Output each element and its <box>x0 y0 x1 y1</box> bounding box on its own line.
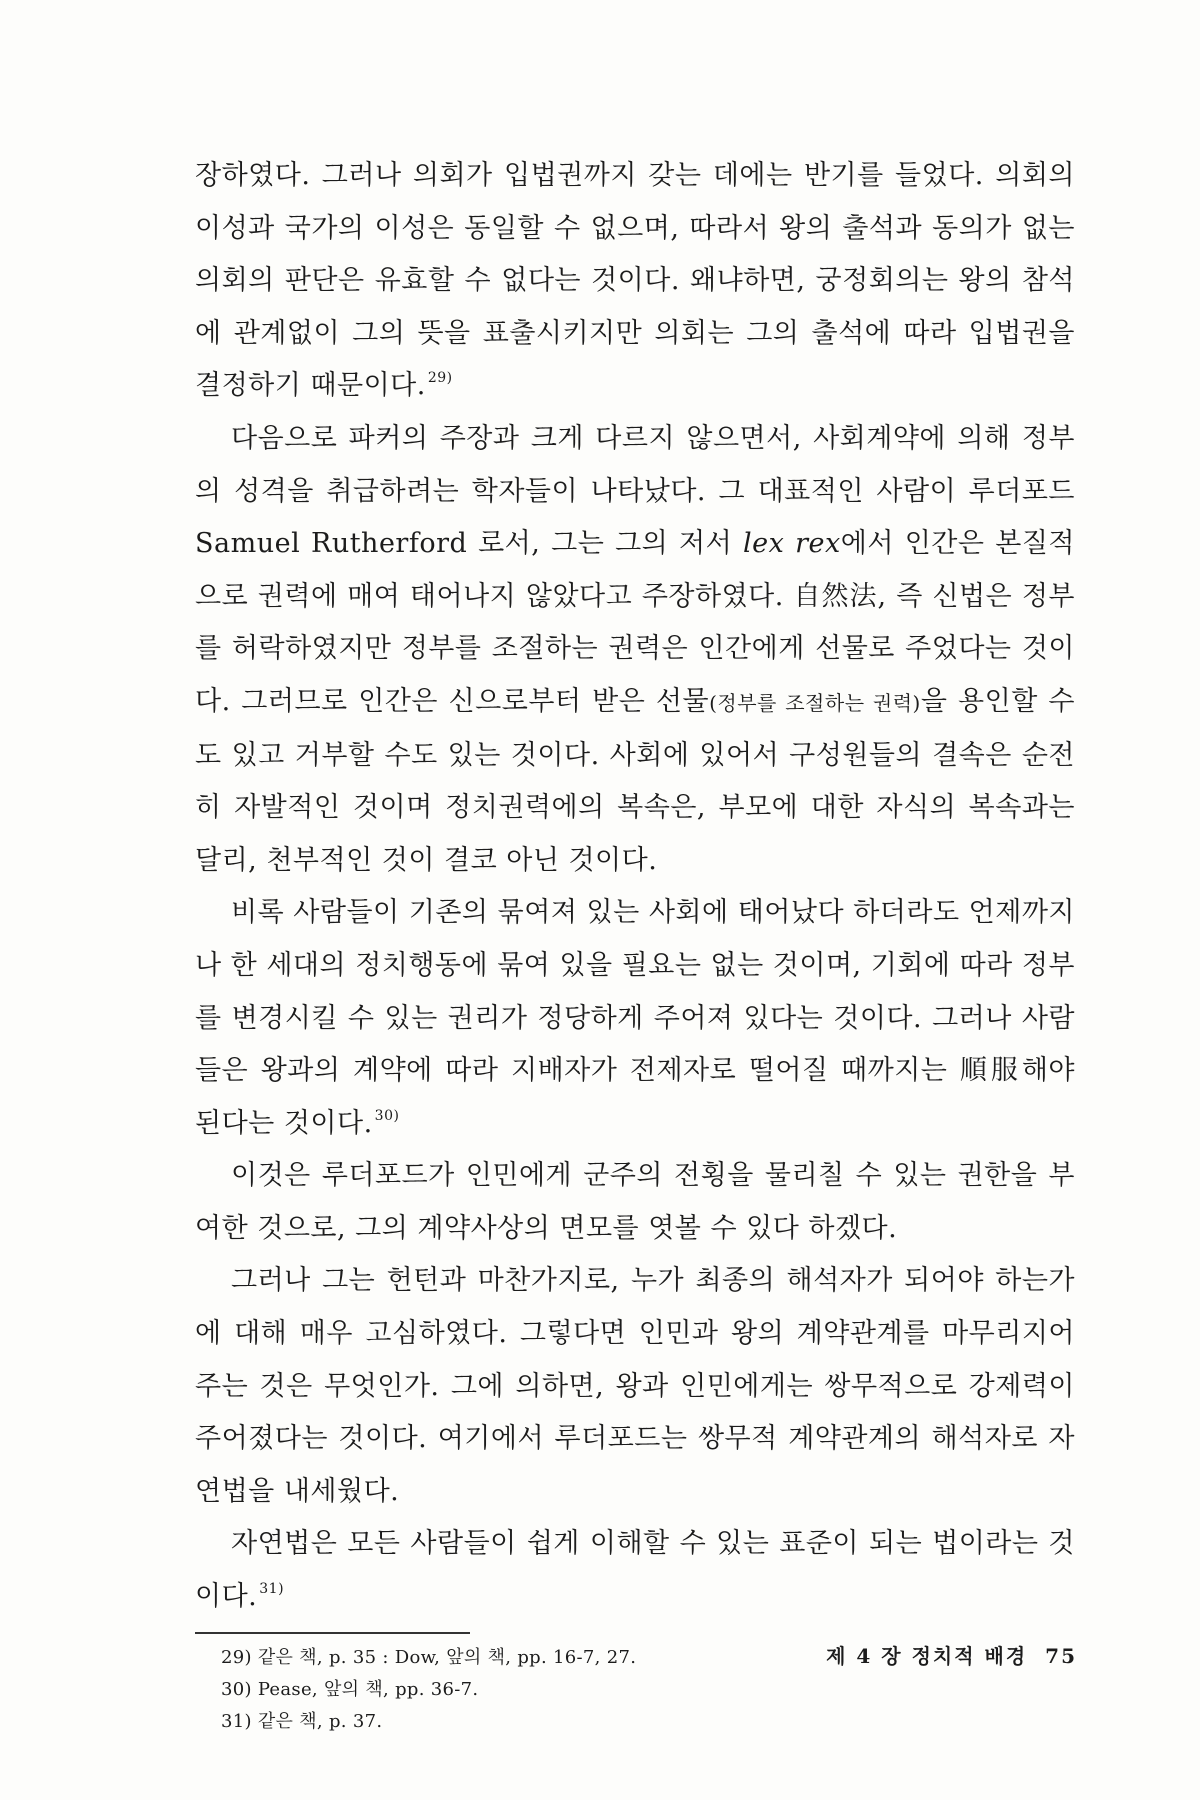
paragraph-4 <box>195 1150 1075 1255</box>
book-title-lex-rex: lex rex <box>743 528 841 560</box>
footnote-31 <box>195 1706 1075 1738</box>
paragraph-2-parenthetical: (정부를 조절하는 권력) <box>709 690 921 715</box>
page-body <box>195 150 1075 1738</box>
paragraph-2-text-c: 을 용인할 수도 있고 거부할 수도 있는 것이다. 사회에 있어서 구성원들의 결속은 순전히 자발적인 것이며 정치권력에의 복속은, 부모에 대한 자식의 복속과는 달리, 천부적인 것이 결코 아닌 것이다. <box>195 685 1076 876</box>
paragraph-2 <box>195 413 1075 887</box>
footnote-divider <box>195 1632 470 1634</box>
paragraph-3 <box>195 887 1075 1150</box>
note-ref-30[interactable]: 30) <box>374 1107 400 1124</box>
paragraph-2-text-b: 에서 인간은 본질적으로 권력에 매여 태어나지 않았다고 주장하였다. 自然法, 즉 신법은 정부를 허락하였지만 정부를 조절하는 권력은 인간에게 선물로 주었다는 것이다. 그러므로 인간은 신으로부터 받은 선물 <box>195 528 1075 717</box>
paragraph-5-text: 그러나 그는 헌턴과 마찬가지로, 누가 최종의 해석자가 되어야 하는가에 대해 매우 고심하였다. 그렇다면 인민과 왕의 계약관계를 마무리지어 주는 것은 무엇인가. 그에 의하면, 왕과 인민에게는 쌍무적으로 강제력이 주어졌다는 것이다. 여기에서 루더포드는 쌍무적 계약관계의 해석자로 자연법을 내세웠다. <box>195 1265 1075 1507</box>
paragraph-3-text: 비록 사람들이 기존의 묶여져 있는 사회에 태어났다 하더라도 언제까지나 한 세대의 정치행동에 묶여 있을 필요는 없는 것이며, 기회에 따라 정부를 변경시킬 수 있는 권리가 정당하게 주어져 있다는 것이다. 그러나 사람들은 왕과의 계약에 따라 지배자가 전제자로 떨어질 때까지는 順服해야 된다는 것이다. <box>195 897 1075 1139</box>
footnote-31-text: 같은 책, p. 37. <box>257 1710 383 1732</box>
paragraph-1 <box>195 150 1075 413</box>
footnote-29-text: 같은 책, p. 35 : Dow, 앞의 책, pp. 16-7, 27. <box>257 1646 637 1668</box>
running-footer <box>826 1640 1077 1669</box>
chapter-title: 제 4 장 정치적 배경 <box>826 1644 1028 1668</box>
note-ref-29[interactable]: 29) <box>427 370 453 387</box>
footnote-30 <box>195 1674 1075 1706</box>
footnote-30-number: 30) <box>221 1678 252 1700</box>
paragraph-5 <box>195 1255 1075 1518</box>
paragraph-2-text-a: 다음으로 파커의 주장과 크게 다르지 않으면서, 사회계약에 의해 정부의 성격을 취급하려는 학자들이 나타났다. 그 대표적인 사람이 루더포드 Samuel Rutherford 로서, 그는 그의 저서 <box>195 422 1075 560</box>
footnote-31-number: 31) <box>221 1710 252 1732</box>
paragraph-4-text: 이것은 루더포드가 인민에게 군주의 전횡을 물리칠 수 있는 권한을 부여한 것으로, 그의 계약사상의 면모를 엿볼 수 있다 하겠다. <box>195 1160 1075 1244</box>
footnote-29-number: 29) <box>221 1646 252 1668</box>
paragraph-1-text: 장하였다. 그러나 의회가 입법권까지 갖는 데에는 반기를 들었다. 의회의 이성과 국가의 이성은 동일할 수 없으며, 따라서 왕의 출석과 동의가 없는 의회의 판단은 유효할 수 없다는 것이다. 왜냐하면, 궁정회의는 왕의 참석에 관계없이 그의 뜻을 표출시키지만 의회는 그의 출석에 따라 입법권을 결정하기 때문이다. <box>195 160 1075 402</box>
paragraph-6 <box>195 1518 1075 1623</box>
page-number: 75 <box>1045 1644 1077 1668</box>
note-ref-31[interactable]: 31) <box>259 1581 285 1598</box>
footnote-30-text: Pease, 앞의 책, pp. 36-7. <box>257 1678 479 1700</box>
paragraph-6-text: 자연법은 모든 사람들이 쉽게 이해할 수 있는 표준이 되는 법이라는 것이다. <box>195 1528 1075 1613</box>
